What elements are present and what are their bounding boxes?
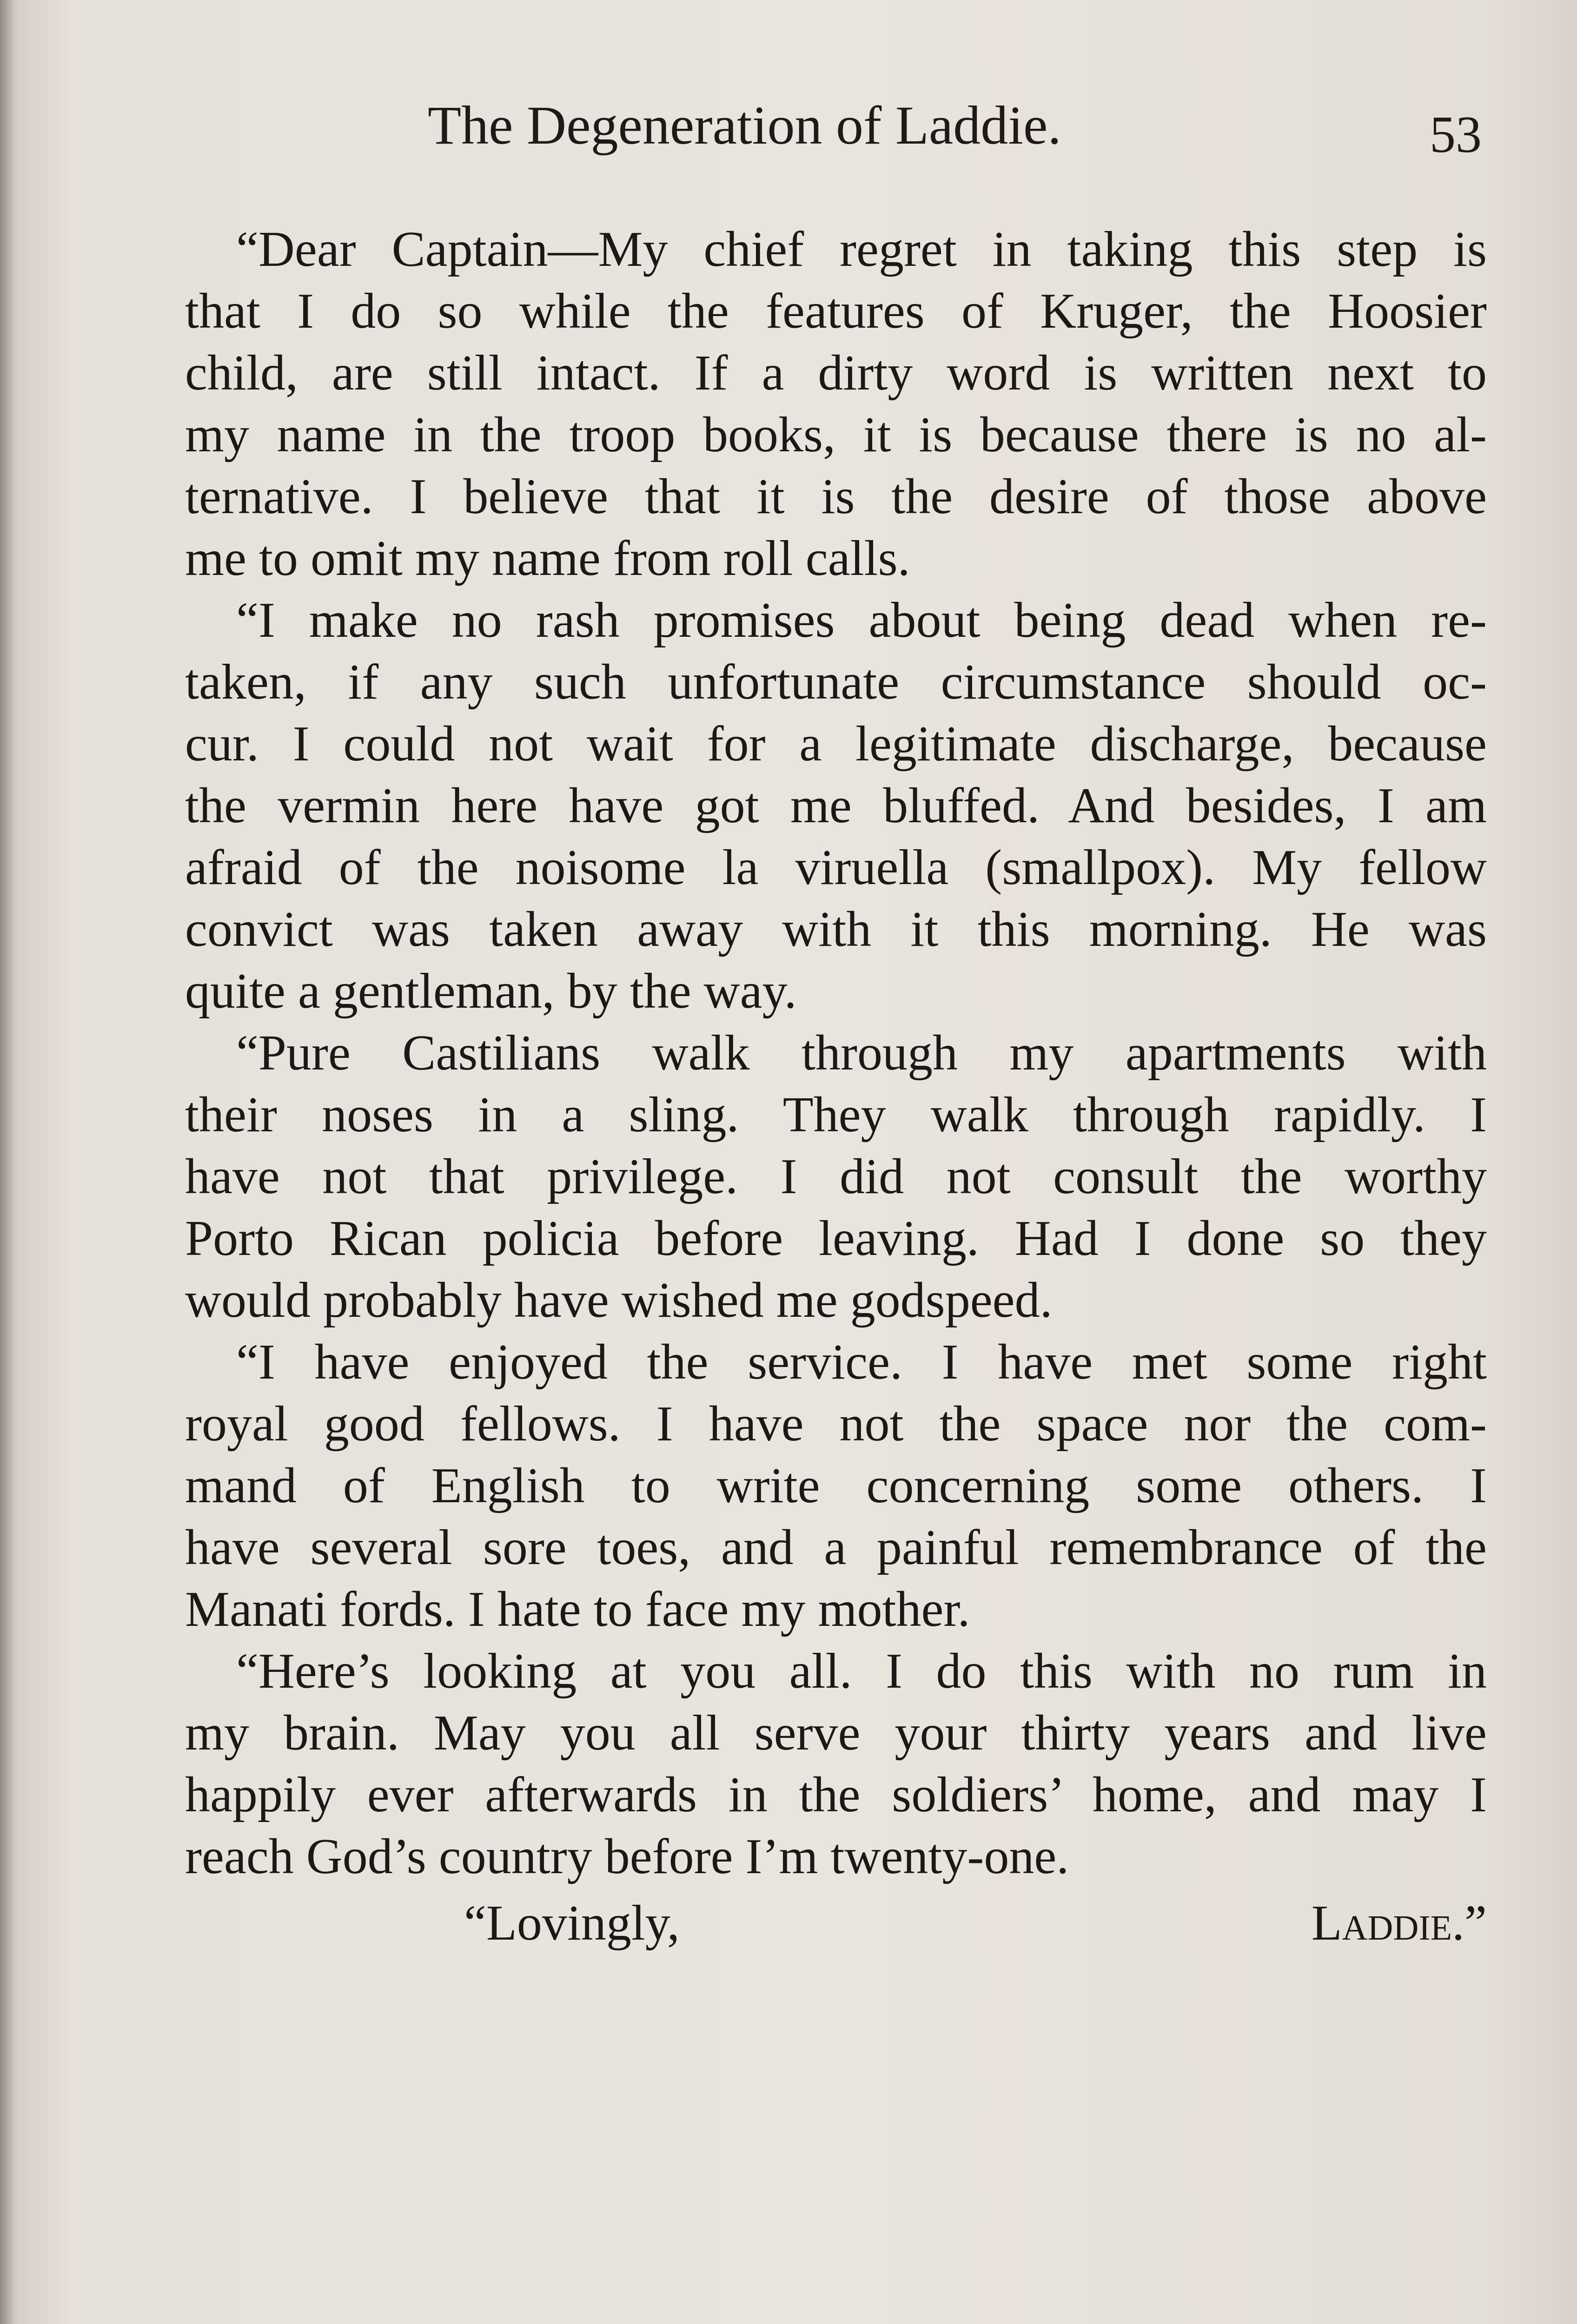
text-line: have several sore toes, and a painful remembrance of the: [185, 1520, 1487, 1575]
text-line: would probably have wished me godspeed.: [185, 1273, 1053, 1328]
text-line: me to omit my name from roll calls.: [185, 531, 910, 586]
text-line: child, are still intact. If a dirty word is written next to: [185, 345, 1487, 401]
text-line: Manati fords. I hate to face my mother.: [185, 1582, 970, 1637]
page-edge: [0, 0, 13, 2324]
text-line: have not that privilege. I did not consult the worthy: [185, 1149, 1487, 1204]
text-line: ternative. I believe that it is the desire of those above: [185, 469, 1487, 524]
text-line: quite a gentleman, by the way.: [185, 964, 797, 1019]
letter-signoff: [185, 1891, 1487, 1956]
text-line: mand of English to write concerning some others. I: [185, 1458, 1487, 1513]
text-line: taken, if any such unfortunate circumstance should oc-: [185, 654, 1487, 710]
text-line: my name in the troop books, it is because there is no al-: [185, 407, 1487, 462]
text-line: “I have enjoyed the service. I have met some right: [236, 1334, 1487, 1390]
text-line: Porto Rican policia before leaving. Had I done so they: [185, 1211, 1487, 1266]
running-header: [0, 88, 1577, 163]
text-line: “I make no rash promises about being dead when re-: [236, 593, 1487, 648]
text-line: their noses in a sling. They walk through rapidly. I: [185, 1087, 1487, 1142]
letter-body: [185, 218, 1487, 1888]
text-line: cur. I could not wait for a legitimate discharge, because: [185, 716, 1487, 772]
text-line: that I do so while the features of Kruger, the Hoosier: [185, 284, 1487, 339]
text-line: my brain. May you all serve your thirty years and live: [185, 1705, 1487, 1761]
text-line: afraid of the noisome la viruella (smallpox). My fellow: [185, 840, 1487, 895]
text-line: “Pure Castilians walk through my apartments with: [236, 1025, 1487, 1081]
text-line: convict was taken away with it this morning. He was: [185, 902, 1487, 957]
text-line: the vermin here have got me bluffed. And besides, I am: [185, 778, 1487, 833]
running-title: The Degeneration of Laddie.: [428, 95, 1061, 156]
text-line: happily ever afterwards in the soldiers’ home, and may I: [185, 1767, 1487, 1822]
page-number: 53: [1430, 106, 1482, 164]
signature: Laddie.”: [1311, 1895, 1487, 1951]
closing-salutation: “Lovingly,: [464, 1895, 680, 1951]
text-line: reach God’s country before I’m twenty-one.: [185, 1829, 1069, 1884]
text-line: “Here’s looking at you all. I do this with no rum in: [236, 1644, 1487, 1699]
text-line: “Dear Captain—My chief regret in taking this step is: [236, 222, 1487, 277]
text-line: royal good fellows. I have not the space nor the com-: [185, 1396, 1487, 1452]
